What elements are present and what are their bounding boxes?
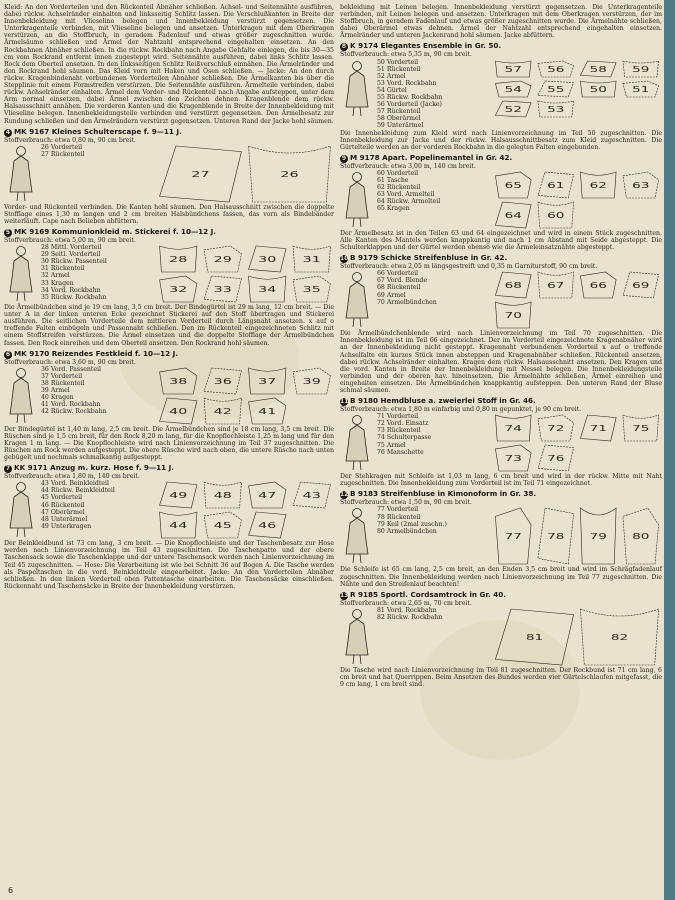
fashion-figure <box>4 144 38 202</box>
fabric-consumption: Stoffverbrauch: etwa 5,00 m, 90 cm breit. <box>4 236 136 244</box>
pattern-piece-label: 72 <box>547 424 565 434</box>
pattern-section-12 <box>340 489 662 587</box>
pattern-piece-label: 78 <box>547 532 565 542</box>
parts-list <box>377 413 489 456</box>
pattern-pieces-diagram <box>156 144 334 204</box>
section-title: MK 9170 Reizendes Festkleid f. 10—12 J. <box>14 348 179 358</box>
fabric-consumption: Stoffverbrauch: etwa 3,60 m, 90 cm breit. <box>4 358 136 366</box>
page-edge <box>664 0 675 900</box>
pattern-piece-label: 79 <box>589 532 607 542</box>
pattern-piece-label: 62 <box>589 180 607 191</box>
fashion-figure <box>4 366 38 424</box>
pattern-piece-label: 46 <box>258 520 277 531</box>
fashion-figure <box>340 413 374 471</box>
parts-list-item: 46 Rückenteil <box>41 501 85 509</box>
section-body <box>4 366 334 426</box>
fabric-consumption: Stoffverbrauch: etwa 3,00 m, 140 cm breit. <box>340 162 476 170</box>
parts-list-item: 28 Mittl. Vorderteil <box>41 244 102 252</box>
section-title: B 9183 Streifenbluse in Kimonoform in Gr. 38. <box>350 489 537 499</box>
pattern-diagram <box>492 506 662 566</box>
parts-list-item: 42 Rückw. Rockbahn <box>41 408 107 416</box>
section-heading <box>4 463 334 473</box>
section-title: B 9180 Hemdbluse a. zweierlei Stoff in Gr. 46. <box>350 396 536 406</box>
pattern-section-4 <box>4 127 334 225</box>
pattern-section-6 <box>4 349 334 462</box>
pattern-section-10 <box>340 253 662 394</box>
pattern-piece-label: 67 <box>547 281 565 291</box>
parts-list-item: 62 Rückenteil <box>377 184 421 192</box>
pattern-piece-label: 57 <box>504 64 522 74</box>
pattern-piece-label: 81 <box>525 632 544 642</box>
parts-list-item: 79 Keil (2mal zuschn.) <box>377 520 447 528</box>
parts-list-item: 44 Rückw. Beinkleidteil <box>41 487 115 495</box>
section-heading <box>340 489 662 499</box>
fabric-consumption: Stoffverbrauch: etwa 2,65 m, 70 cm breit. <box>340 599 472 607</box>
right-sections <box>340 41 662 688</box>
section-title: MK 9167 Kleines Schulterscape f. 9—11 J. <box>14 126 182 136</box>
pattern-section-11 <box>340 396 662 487</box>
section-body <box>340 59 662 130</box>
pattern-pieces-diagram <box>492 607 662 667</box>
pattern-piece-label: 66 <box>589 281 607 291</box>
section-body <box>4 144 334 204</box>
pattern-piece-label: 70 <box>504 311 522 321</box>
fashion-figure <box>340 59 374 117</box>
pattern-pieces-diagram <box>492 59 662 119</box>
section-instructions: Die Ärmelbündchen sind je 19 cm lang, 3,5 cm breit. Der Bindegürtel ist 29 m lang, 12 cm breit. — Die unter A in der linken unteren Ecke gezeichnet Stickerei auf den Stoff übertragen und Stickerei ausführen. Die seitlichen Vorderteile dem mittleren Vorderteil durch Längsnaht ansetzen. x auf o treffende Falten einbügeln und Passennaht schließen. Den im Rückenteil eingezeichneten Schlitz mit einem Stoffstreifen verstürzen. Die Ärmel einsetzen und die doppelte Stofflage der Ärmelbündchen fassen. Den Rock einreihen und dem Oberteil ansetzen. Den Rockrand hohl säumen. <box>4 304 334 347</box>
pattern-piece-label: 60 <box>547 210 565 221</box>
fabric-consumption: Stoffverbrauch: etwa 2,05 m längsgestreift und 0,35 m Garniturstoff, 90 cm breit. <box>340 263 598 271</box>
fabric-consumption: Stoffverbrauch: etwa 0,80 m, 90 cm breit. <box>4 136 136 144</box>
pattern-pieces-diagram <box>492 413 662 473</box>
fashion-figure <box>4 480 38 538</box>
fashion-figure <box>340 170 374 228</box>
left-sections <box>4 127 334 590</box>
pattern-pieces-diagram <box>156 366 334 426</box>
section-title: MK 9169 Kommunionkleid m. Stickerei f. 10—12 J. <box>14 226 217 236</box>
fabric-consumption: Stoffverbrauch: etwa 5,35 m, 90 cm breit. <box>340 51 472 59</box>
pattern-diagram <box>156 366 334 426</box>
pattern-pieces-diagram <box>156 244 334 304</box>
parts-list-item: 72 Vord. Einsatz <box>377 420 429 428</box>
section-heading <box>340 253 662 263</box>
pattern-piece-label: 61 <box>547 180 565 191</box>
pattern-piece-label: 73 <box>504 454 522 464</box>
parts-list-item: 31 Rückenteil <box>41 265 85 273</box>
pattern-piece-label: 64 <box>504 210 522 221</box>
pattern-section-8 <box>340 41 662 150</box>
pattern-piece-label: 47 <box>258 490 277 501</box>
fashion-figure-illustration <box>340 506 374 564</box>
fashion-figure-illustration <box>340 270 374 328</box>
section-instructions: Die Schleife ist 65 cm lang, 2,5 cm breit, an den Enden 3,5 cm breit und wird im Schrägfadenlauf zugeschnitten. Die Innenbekleidung werden nach Linienvorzeichnung im Teil 77 zugeschnitten. Die Nähte und den Streifenlauf beachten! <box>340 566 662 588</box>
pattern-section-7 <box>4 463 334 590</box>
parts-list-item: 50 Vorderteil <box>377 58 419 66</box>
pattern-piece-label: 30 <box>258 254 277 265</box>
pattern-piece-label: 37 <box>258 376 277 386</box>
pattern-diagram <box>492 270 662 330</box>
section-instructions: Die Innenbekleidung zum Kleid wird nach Linienvorzeichnung im Teil 50 zugeschnitten. Die Innenbekleidung zur Jacke und der rückw. Halsausschnittbesatz zum Kleid zugeschnitten. Die Gürtelteile werden an der vorderen Rockbahn in die gelegten Falten eingebunden. <box>340 129 662 151</box>
section-instructions: Der Ärmelbesatz ist in den Teilen 63 und 64 eingezeichnet und wird in einem Stück zugeschnitten. Alle Kanten des Mantels werden knappkantig und nach 1 cm Abstand mit Seide abgesteppt. Die Schulterklappen und der Gürtel werden ebenso wie die Ärmeleinsatznähte abgesteppt. <box>340 229 662 252</box>
pattern-piece-label: 50 <box>589 84 607 94</box>
pattern-piece-label: 43 <box>302 490 321 501</box>
pattern-piece-label: 48 <box>213 490 232 501</box>
section-title: KK 9171 Anzug m. kurz. Hose f. 9—11 J. <box>14 463 175 473</box>
section-heading <box>340 41 662 51</box>
section-instructions: Der Beinkleidbund ist 73 cm lang, 3 cm breit. — Die Knopflochleiste und der Taschenbesatz zur Hose werden nach Linienvorzeichnung im Teil 43 zugeschnitten. Die Taschenpatte und der obere Taschensack sowie die Taschenklappe und der untere Taschensack werden nach Linienvorzeichnung im Teil 45 zugeschnitten. — Hose: Die Verarbeitung ist wie bei Schnitt 36 auf Bogen A. Die Tasche werden als Paspeltaschen in die vord. Beinkleidteile eingearbeitet. Jacke: An den Vorderteilen Abnäher schließen. In den linken Vorderteil oben Pattentasche einarbeiten. Die Taschensäcke einschließen. Rückennaht und Taschensäcke in Breite der Innenbekleidung verstürzen. <box>4 540 334 590</box>
fashion-figure <box>340 270 374 328</box>
pattern-pieces-diagram <box>156 480 334 540</box>
parts-list-item: 33 Kragen <box>41 279 74 287</box>
section-heading <box>4 127 334 137</box>
pattern-piece-label: 63 <box>632 180 650 191</box>
section-title: M 9178 Apart. Popelinemantel in Gr. 42. <box>350 152 513 162</box>
section-instructions: Die Ärmelbündchenblende wird nach Linienvorzeichnung im Teil 70 zugeschnitten. Die Innenbekleidung ist im Teil 66 eingezeichnet. Der im Vorderteil eingezeichnete Kragenabnäher wird an der Innenbekleidung nicht gesteppt. Kragennaht verbundenen Vorderteil x auf o treffende Achselfalte ein kurzes Stück innen absteppen und Kragenabnäher schließen. Rückenteil ansetzen, dabei rückw. Achselränder einhalten. Kragen dem rückw. Halsausschnitt ansetzen. Den Kragen und die vord. Kanten in Breite der Innenbekleidung mit Nessel belegen. Die Innenbekleidungsteile verbinden und der oberen hav. hineinsetzen. Die Ärmelnähte schließen, Ärmel einreihen und eingehalten einsetzen. Die Ärmelbündchen knappkantig aufsteppen. Den unteren Rand der Bluse schmal säumen. <box>340 330 662 394</box>
pattern-piece-label: 52 <box>504 104 522 114</box>
section-title: B 9179 Schicke Streifenbluse in Gr. 42. <box>350 253 508 263</box>
parts-list-item: 49 Unterkragen <box>41 522 92 530</box>
fashion-figure-illustration <box>4 144 38 202</box>
parts-list-item: 70 Ärmelbündchen <box>377 298 437 306</box>
section-heading <box>4 227 334 237</box>
parts-list-item: 52 Ärmel <box>377 72 406 80</box>
parts-list-item: 55 Rückw. Rockbahn <box>377 94 443 102</box>
pattern-piece-label: 77 <box>504 532 522 542</box>
pattern-piece-label: 82 <box>610 632 629 642</box>
parts-list-item: 48 Unterärmel <box>41 515 88 523</box>
pattern-piece-label: 71 <box>589 424 607 434</box>
parts-list-item: 51 Rückenteil <box>377 65 421 73</box>
section-body <box>340 270 662 330</box>
parts-list-item: 29 Seitl. Vorderteil <box>41 251 101 259</box>
pattern-piece-label: 54 <box>504 84 522 94</box>
fashion-figure <box>340 607 374 665</box>
left-column <box>4 4 334 590</box>
parts-list-item: 77 Vorderteil <box>377 506 419 514</box>
pattern-diagram <box>492 413 662 473</box>
pattern-piece-label: 58 <box>589 64 607 74</box>
parts-list <box>41 144 153 158</box>
section-body <box>340 506 662 566</box>
parts-list-item: 60 Vorderteil <box>377 169 419 177</box>
pattern-piece-label: 39 <box>302 376 321 386</box>
section-body <box>340 170 662 230</box>
parts-list <box>41 366 153 416</box>
pattern-piece-label: 53 <box>547 104 565 114</box>
parts-list-item: 47 Oberärmel <box>41 508 85 516</box>
pattern-pieces-diagram <box>492 270 662 330</box>
parts-list-item: 54 Gürtel <box>377 86 407 94</box>
parts-list-item: 63 Vord. Ärmelteil <box>377 191 435 199</box>
fashion-figure-illustration <box>4 244 38 302</box>
parts-list-item: 30 Rückw. Passenteil <box>41 258 107 266</box>
section-number-badge: 13 <box>340 591 349 599</box>
pattern-piece-label: 45 <box>213 520 232 531</box>
parts-list-item: 61 Tasche <box>377 176 409 184</box>
pattern-diagram <box>156 244 334 304</box>
fabric-consumption: Stoffverbrauch: etwa 1,80 m einfarbig und 0,80 m gepunktet, je 90 cm breit. <box>340 406 582 414</box>
section-instructions: Die Tasche wird nach Linienvorzeichnung im Teil 81 zugeschnitten. Der Rockbund ist 71 cm lang, 6 cm breit und hat Querrippen. Beim Ansetzen des Bundes werden vier Gürtelschlaufen mitgefasst, die 9 cm lang, 1 cm breit sind. <box>340 666 662 689</box>
parts-list-item: 37 Vorderteil <box>41 372 83 380</box>
parts-list-item: 58 Oberärmel <box>377 115 421 123</box>
parts-list <box>377 170 489 213</box>
fashion-figure <box>4 244 38 302</box>
pattern-piece-label: 40 <box>169 406 188 416</box>
pattern-piece-label: 32 <box>169 284 188 295</box>
parts-list-item: 56 Vorderteil (Jacke) <box>377 101 442 109</box>
pattern-piece-label: 38 <box>169 376 188 386</box>
section-body <box>340 607 662 667</box>
parts-list-item: 32 Ärmel <box>41 272 70 280</box>
fashion-figure-illustration <box>4 480 38 538</box>
parts-list-item: 26 Vorderteil <box>41 143 83 151</box>
fashion-figure-illustration <box>4 366 38 424</box>
parts-list-item: 71 Vorderteil <box>377 413 419 421</box>
pattern-piece-label: 80 <box>632 532 650 542</box>
pattern-pieces-diagram <box>492 170 662 230</box>
parts-list <box>41 244 153 301</box>
pattern-piece-label: 42 <box>213 406 232 416</box>
pattern-piece-label: 31 <box>302 254 321 265</box>
section-body <box>4 244 334 304</box>
section-body <box>340 413 662 473</box>
pattern-piece-label: 33 <box>213 284 232 295</box>
fashion-figure <box>340 506 374 564</box>
right-intro-text: bekleidung mit Leinen belegen. Innenbekleidung verstürzt gegensetzen. Die Unterkragenteile verbinden, mit Leinen belegen und ansetzen. Unterkragen mit dem Oberkragen verstürzen, der im Stoffbruch, in geradem Fadenlauf und etwas größer zugeschnitten wurde. Die Ärmelnähte schließen, dabei Oberärmel etwas dehnen. Ärmel der Nahtzahl entsprechend eingehalten einsetzen. Ärmelränder und unteren Jackenrand hohl säumen. Jacke abfüttern. <box>340 4 662 40</box>
section-number-badge: 4 <box>5 128 11 136</box>
parts-list-item: 53 Vord. Rockbahn <box>377 79 437 87</box>
pattern-section-5 <box>4 227 334 347</box>
pattern-piece-label: 74 <box>504 424 522 434</box>
parts-list-item: 76 Manschette <box>377 448 424 456</box>
section-number-badge: 11 <box>340 398 349 406</box>
parts-list <box>377 59 489 130</box>
fashion-figure-illustration <box>340 170 374 228</box>
parts-list-item: 66 Vorderteil <box>377 270 419 278</box>
pattern-diagram <box>156 480 334 540</box>
pattern-piece-label: 27 <box>191 169 210 179</box>
pattern-piece-label: 28 <box>169 254 188 265</box>
pattern-piece-label: 59 <box>632 64 650 74</box>
pattern-diagram <box>492 607 662 667</box>
intro-text: Kleid: An den Vorderteilen und den Rückenteil Abnäher schließen. Achsel- und Seitennähte ausführen, dabei rückw. Achselränder einhalten und linksseitig Schlitz lassen. Die Verschlußkanten in Breite der Innenbekleidung mit Vlieseline belegen und Innenbekleidung verstürzt gegensetzen. Die Unterkragenteile verbinden, mit Vlieseline belegen und ansetzen. Unterkragen mit dem Oberkragen verstürzen, an die Stoffbruch, in geradem Fadenlauf und etwas größer zugeschnitten wurde. Ärmelsäume schließen und Ärmel der Nahtzahl entsprechend eingehalten einsetzen. An den Rockbahnen Abnäher schließen. In die rückw. Rockbahn nach Angabe Gehfalte einlegen, die bis 30—35 cm vom Rockrand entfernt innen zugesteppt wird. Seitennähte ausführen, dabei links Schlitz lassen. Rock dem Oberteil ansetzen. In den linksseitigen Schlitz Reißverschluß einnähen. Die Ärmelränder und den Rockrand hohl säumen. Das Kleid vorn mit Haken und Ösen schließen. — Jacke: An den durch rückw. Kragenbindenaht verbundenen Vorderteilen Abnäher schließen. Die Ärmelkanten bis über die Stepplinie mit einem Formstreifen verstürzen. Die Seitennähte ausführen. Ärmelteile verbinden, dabei rückw. Achselränder einhalten. Ärmel dem Vorder- und Rückenteil nach Angabe aufsteppen, unter dem Arm normal einsetzen, dabei Ärmel zwischen den Zeichen dehnen. Kragenblende dem rückw. Halsausschnitt annähen. Die vorderen Kanten und die Kragenblende in Breite der Innenbekleidung mit Vlieseline belegen. Innenbekleidungsteile verbinden und verstürzt gegensetzen. Den Ärmelbesatz zur Rundung schließen und den Ärmelrändern verstürzt gegensetzen. Unteren Rand der Jacke hohl säumen. <box>4 4 334 125</box>
parts-list-item: 68 Rückenteil <box>377 284 421 292</box>
parts-list-item: 59 Unterärmel <box>377 122 424 130</box>
section-instructions: Der Bindegürtel ist 1,40 m lang, 2,5 cm breit. Die Ärmelbündchen sind je 18 cm lang, 3,5 cm breit. Die Rüschen sind je 1,5 cm breit, für den Rock 8,20 m lang, für die Knopflochleiste 1,25 m lang und für den Kragen 1 m lang. — Die Knopflochleiste wird nach Linienvorzeichnung im Teil 37 zugeschnitten. Die Rüschen am Rock werden aufgesteppt. Die obere Rüsche wird nach oben, die untere Rüsche nach unten gebügelt und nochmals schmalkantig aufgesteppt. <box>4 425 334 462</box>
parts-list-item: 78 Rückenteil <box>377 513 421 521</box>
section-number-badge: 9 <box>341 154 347 162</box>
pattern-piece-label: 44 <box>169 520 188 531</box>
pattern-diagram <box>492 59 662 119</box>
section-instructions: Vorder- und Rückenteil verbinden. Die Kanten hohl säumen. Den Halsausschnitt zwischen die doppelte Stofflage eines 1,30 m langen und 2 cm breiten Halsbündchens fassen, das vorn als Bindebänder weiterläuft. Cape nach Belieben abfüttern. <box>4 203 334 225</box>
parts-list-item: 40 Kragen <box>41 394 74 402</box>
parts-list <box>377 607 489 621</box>
parts-list-item: 65 Kragen <box>377 205 410 213</box>
section-title: R 9185 Sportl. Cordsamtrock in Gr. 40. <box>350 589 506 599</box>
section-heading <box>340 153 662 163</box>
parts-list-item: 45 Vorderteil <box>41 494 83 502</box>
parts-list-item: 73 Rückenteil <box>377 427 421 435</box>
parts-list-item: 35 Rückw. Rockbahn <box>41 293 107 301</box>
section-number-badge: 5 <box>5 228 11 236</box>
pattern-piece-label: 75 <box>632 424 650 434</box>
parts-list-item: 80 Ärmelbündchen <box>377 527 437 535</box>
pattern-piece-label: 29 <box>213 254 232 265</box>
fashion-figure-illustration <box>340 607 374 665</box>
parts-list-item: 38 Rückenteil <box>41 379 85 387</box>
parts-list-item: 36 Vord. Passenteil <box>41 365 101 373</box>
parts-list-item: 27 Rückenteil <box>41 150 85 158</box>
pattern-piece-label: 34 <box>258 284 277 295</box>
parts-list <box>377 270 489 305</box>
parts-list-item: 74 Schulterpasse <box>377 434 432 442</box>
section-heading <box>340 590 662 600</box>
fabric-consumption: Stoffverbrauch: etwa 1,50 m, 90 cm breit. <box>340 499 472 507</box>
section-number-badge: 10 <box>340 255 349 263</box>
parts-list-item: 64 Rückw. Ärmelteil <box>377 198 441 206</box>
section-number-badge: 7 <box>5 465 11 473</box>
section-instructions: Der Stehkragen mit Schleife ist 1,03 m lang, 6 cm breit und wird in der rückw. Mitte mit Naht zugeschnitten. Die Innenbekleidung zum Vorderteil ist im Teil 71 eingezeichnet. <box>340 473 662 488</box>
parts-list <box>41 480 153 530</box>
pattern-piece-label: 51 <box>632 84 650 94</box>
parts-list-item: 57 Rückenteil <box>377 108 421 116</box>
pattern-piece-label: 68 <box>504 281 522 291</box>
fashion-figure-illustration <box>340 59 374 117</box>
parts-list-item: 43 Vord. Beinkleidteil <box>41 480 109 488</box>
parts-list-item: 81 Vord. Rockbahn <box>377 606 437 614</box>
parts-list <box>377 506 489 534</box>
pattern-piece-label: 65 <box>504 180 522 191</box>
pattern-diagram <box>492 170 662 230</box>
parts-list-item: 39 Ärmel <box>41 387 70 394</box>
pattern-piece-label: 35 <box>302 284 321 295</box>
section-heading <box>340 396 662 406</box>
pattern-section-13 <box>340 590 662 688</box>
parts-list-item: 82 Rückw. Rockbahn <box>377 613 443 621</box>
pattern-pieces-diagram <box>492 506 662 566</box>
right-column <box>340 4 662 688</box>
parts-list-item: 75 Ärmel <box>377 441 406 449</box>
pattern-piece-label: 41 <box>258 406 277 416</box>
parts-list-item: 34 Vord. Rockbahn <box>41 286 101 294</box>
parts-list-item: 67 Vord. Blende <box>377 277 428 285</box>
pattern-section-9 <box>340 153 662 251</box>
pattern-diagram <box>156 144 334 204</box>
fabric-consumption: Stoffverbrauch: etwa 1,80 m, 140 cm breit. <box>4 473 140 481</box>
fashion-figure-illustration <box>340 413 374 471</box>
pattern-piece-label: 26 <box>280 169 299 179</box>
section-number-badge: 8 <box>341 43 347 51</box>
page-number: 6 <box>8 886 14 895</box>
pattern-piece-label: 49 <box>169 490 188 501</box>
section-body <box>4 480 334 540</box>
parts-list-item: 41 Vord. Rockbahn <box>41 401 101 409</box>
section-number-badge: 12 <box>340 491 349 499</box>
pattern-piece-label: 76 <box>547 454 565 464</box>
section-title: K 9174 Elegantes Ensemble in Gr. 50. <box>350 41 502 51</box>
pattern-piece-label: 56 <box>547 64 565 74</box>
section-heading <box>4 349 334 359</box>
pattern-piece-label: 36 <box>213 376 232 386</box>
pattern-piece-label: 69 <box>632 281 650 291</box>
parts-list-item: 69 Ärmel <box>377 291 406 299</box>
section-number-badge: 6 <box>5 350 11 358</box>
pattern-piece-label: 55 <box>547 84 565 94</box>
